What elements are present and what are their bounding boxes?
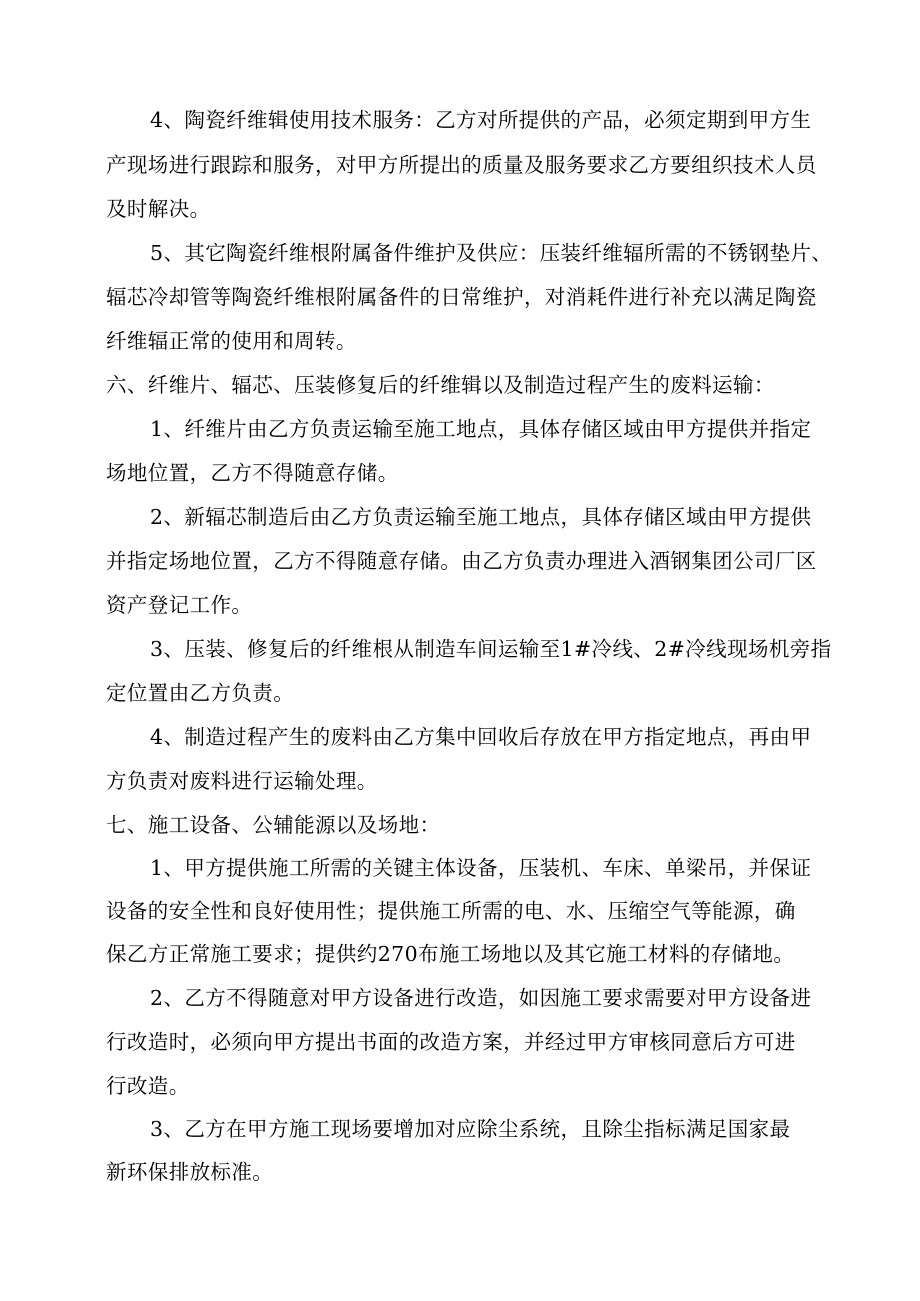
- text-line: 资产登记工作。: [106, 593, 253, 617]
- text-line: 行改造时，必须向甲方提出书面的改造方案，并经过甲方审核同意后方可进: [106, 1030, 796, 1054]
- section-heading: 七、施工设备、公辅能源以及场地：: [106, 813, 441, 837]
- section-heading: 六、纤维片、辐芯、压装修复后的纤维辑以及制造过程产生的废料运输：: [106, 373, 775, 397]
- text-line: 4、制造过程产生的废料由乙方集中回收后存放在甲方指定地点，再由甲: [150, 725, 812, 749]
- text-line: 设备的安全性和良好使用性；提供施工所需的电、水、压缩空气等能源，确: [106, 899, 796, 923]
- text-line: 1、纤维片由乙方负责运输至施工地点，具体存储区域由甲方提供并指定: [150, 417, 812, 441]
- text-line: 2、乙方不得随意对甲方设备进行改造，如因施工要求需要对甲方设备进: [150, 986, 812, 1010]
- text-line: 3、乙方在甲方施工现场要增加对应除尘系统，且除尘指标满足国家最: [150, 1117, 791, 1141]
- text-line: 行改造。: [106, 1074, 190, 1098]
- text-line: 产现场进行跟踪和服务，对甲方所提出的质量及服务要求乙方要组织技术人员: [106, 153, 817, 177]
- text-line: 3、压装、修复后的纤维根从制造车间运输至1#冷线、2#冷线现场机旁指: [150, 637, 832, 661]
- text-line: 新环保排放标准。: [106, 1160, 274, 1184]
- text-line: 并指定场地位置，乙方不得随意存储。由乙方负责办理进入酒钢集团公司厂区: [106, 549, 817, 573]
- text-line: 及时解决。: [106, 197, 211, 221]
- text-line: 场地位置，乙方不得随意存储。: [106, 461, 399, 485]
- text-line: 2、新辐芯制造后由乙方负责运输至施工地点，具体存储区域由甲方提供: [150, 505, 812, 529]
- text-line: 方负责对废料进行运输处理。: [106, 769, 378, 793]
- text-line: 5、其它陶瓷纤维根附属备件维护及供应：压装纤维辐所需的不锈钢垫片、: [150, 241, 833, 265]
- text-line: 4、陶瓷纤维辑使用技术服务：乙方对所提供的产品，必须定期到甲方生: [150, 108, 812, 132]
- text-line: 1、甲方提供施工所需的关键主体设备，压装机、车床、单梁吊，并保证: [150, 856, 812, 880]
- text-line: 纤维辐正常的使用和周转。: [106, 329, 357, 353]
- text-line: 定位置由乙方负责。: [106, 681, 295, 705]
- text-line: 保乙方正常施工要求；提供约270布施工场地以及其它施工材料的存储地。: [106, 942, 795, 966]
- text-line: 辐芯冷却管等陶瓷纤维根附属备件的日常维护，对消耗件进行补充以满足陶瓷: [106, 285, 817, 309]
